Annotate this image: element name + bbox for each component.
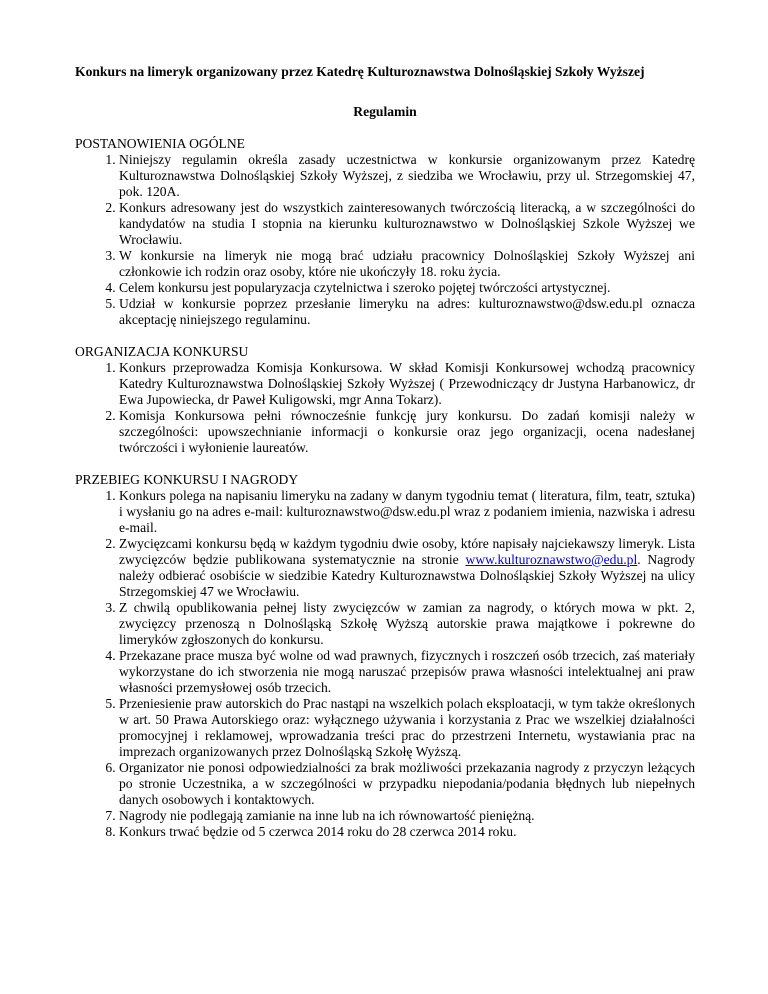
section-organization [75,344,695,456]
list-item: 3. W konkursie na limeryk nie mogą brać udziału pracownicy Dolnośląskiej Szkoły Wyższej ani członkowie ich rodzin oraz osoby, które nie ukończyły 18. roku życia. [119,248,695,280]
list-item-text-before: Zwycięzcami konkursu będą w każdym tygodniu dwie osoby, które napisały najciekawszy limeryk. Lista zwycięzców będzie publikowana systematycznie na stronie [119,536,695,567]
numbered-list [75,360,695,456]
list-item: 2. Konkurs adresowany jest do wszystkich zainteresowanych twórczością literacką, a w szczególności do kandydatów na studia I stopnia na kierunku kulturoznawstwo w Dolnośląskiej Szkole Wyższej we Wrocławiu. [119,200,695,248]
list-item: 6. Organizator nie ponosi odpowiedzialności za brak możliwości przekazania nagrody z przyczyn leżących po stronie Uczestnika, a w szczególności w przypadku niepodania/podania błędnych lub niepełnych danych osobowych i kontaktowych. [119,760,695,808]
list-item: 1. Niniejszy regulamin określa zasady uczestnictwa w konkursie organizowanym przez Katedrę Kulturoznawstwa Dolnośląskiej Szkoły Wyższej, z siedziba we Wrocławiu, przy ul. Strzegomskiej 47, pok. 120A. [119,152,695,200]
list-item: 7. Nagrody nie podlegają zamianie na inne lub na ich równowartość pieniężną. [119,808,695,824]
list-item-with-link [119,536,695,600]
document-subtitle: Regulamin [353,104,417,119]
list-item: 1. Konkurs polega na napisaniu limeryku na zadany w danym tygodniu temat ( literatura, film, teatr, sztuka) i wysłaniu go na adres e-mail: kulturoznawstwo@dsw.edu.pl wraz z podaniem imienia, nazwiska i adresu e-mail. [119,488,695,536]
list-item: 4. Celem konkursu jest popularyzacja czytelnictwa i szeroko pojętej twórczości artystycznej. [119,280,695,296]
section-heading: PRZEBIEG KONKURSU I NAGRODY [75,472,299,487]
list-item: 1. Konkurs przeprowadza Komisja Konkursowa. W skład Komisji Konkursowej wchodzą pracownicy Katedry Kulturoznawstwa Dolnośląskiej Szkoły Wyższej ( Przewodniczący dr Justyna Harbanowicz, dr Ewa Jupowiecka, dr Paweł Kuligowski, mgr Anna Tokarz). [119,360,695,408]
list-item: 2. Komisja Konkursowa pełni równocześnie funkcję jury konkursu. Do zadań komisji należy w szczególności: upowszechnianie informacji o konkursie oraz jego organizacji, ocena nadesłanej twórczości i wyłonienie laureatów. [119,408,695,456]
numbered-list [75,488,695,840]
document-title: Konkurs na limeryk organizowany przez Katedrę Kulturoznawstwa Dolnośląskiej Szkoły Wyższej [75,64,645,79]
section-heading: POSTANOWIENIA OGÓLNE [75,136,245,151]
numbered-list [75,152,695,328]
website-link[interactable]: www.kulturoznawstwo@edu.pl [465,552,638,567]
list-item: 4. Przekazane prace musza być wolne od wad prawnych, fizycznych i roszczeń osób trzecich, zaś materiały wykorzystane do ich stworzenia nie mogą naruszać przepisów prawa własności intelektualnej ani praw własności przemysłowej osób trzecich. [119,648,695,696]
section-general-provisions [75,136,695,328]
section-heading: ORGANIZACJA KONKURSU [75,344,249,359]
list-item: 8. Konkurs trwać będzie od 5 czerwca 2014 roku do 28 czerwca 2014 roku. [119,824,695,840]
list-item-text-after: . Nagrody należy odbierać osobiście w siedzibie Katedry Kulturoznawstwa Dolnośląskiej Szkoły Wyższej na ulicy Strzegomskiej 47 we Wrocławiu. [119,552,695,599]
list-item: 5. Przeniesienie praw autorskich do Prac nastąpi na wszelkich polach eksploatacji, w tym także określonych w art. 50 Prawa Autorskiego oraz: wyłącznego używania i korzystania z Prac we wszelkiej działalności promocyjnej i reklamowej, wprowadzania treści prac do przestrzeni Internetu, wystawiania prac na imprezach organizowanych przez Dolnośląską Szkołę Wyższą. [119,696,695,760]
list-item: 3. Z chwilą opublikowania pełnej listy zwycięzców w zamian za nagrody, o których mowa w pkt. 2, zwycięzcy przenoszą n Dolnośląską Szkołę Wyższą autorskie prawa majątkowe i pokrewne do limeryków zgłoszonych do konkursu. [119,600,695,648]
section-course-and-prizes [75,472,695,840]
list-item: 5. Udział w konkursie poprzez przesłanie limeryku na adres: kulturoznawstwo@dsw.edu.pl oznacza akceptację niniejszego regulaminu. [119,296,695,328]
